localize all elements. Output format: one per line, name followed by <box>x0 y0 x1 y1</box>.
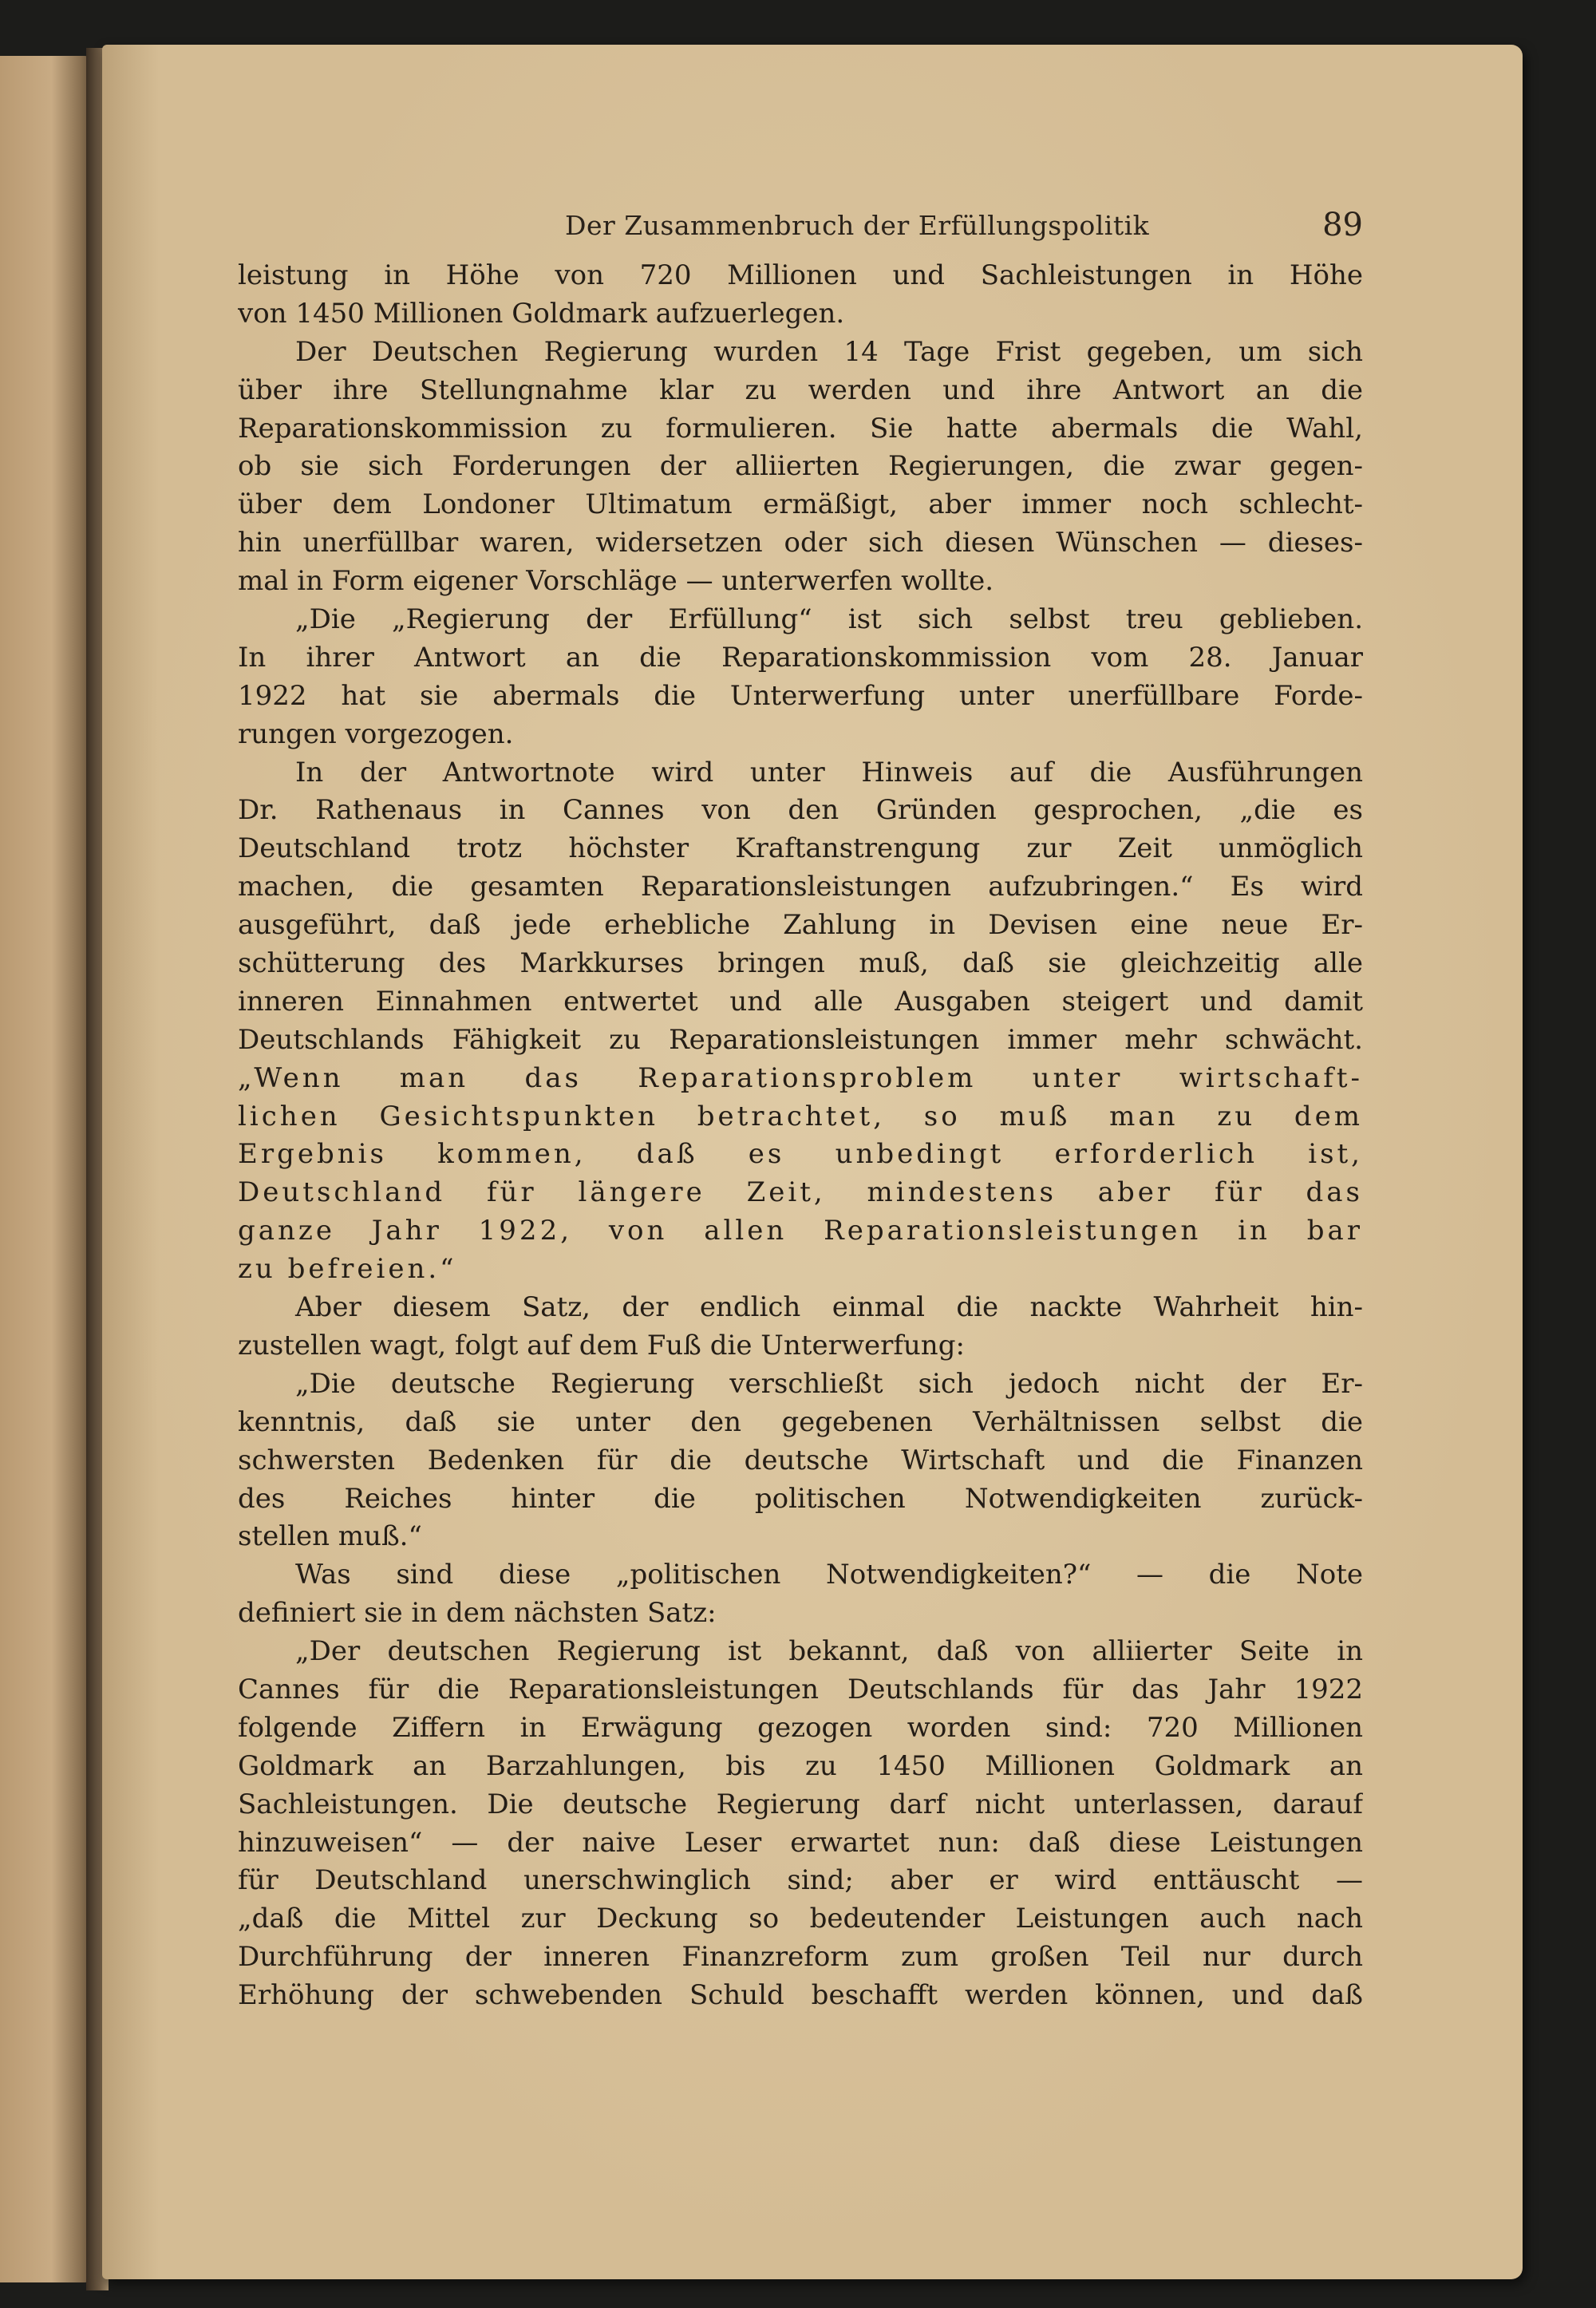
text-line: hin unerfüllbar waren, widersetzen oder sich diesen Wünschen — dieses- <box>238 527 1363 559</box>
text-line: definiert sie in dem nächsten Satz: <box>238 1597 717 1630</box>
text-line: 1922 hat sie abermals die Unterwerfung unter unerfüllbare Forde- <box>238 679 1363 712</box>
text-line: ob sie sich Forderungen der alliierten Regierungen, die zwar gegen- <box>238 450 1363 483</box>
text-line: „Die deutsche Regierung verschließt sich jedoch nicht der Er- <box>295 1367 1363 1400</box>
running-title: Der Zusammenbruch der Erfüllungspolitik <box>565 210 1150 241</box>
text-line: mal in Form eigener Vorschläge — unterwerfen wollte. <box>238 565 994 598</box>
text-line: Erhöhung der schwebenden Schuld beschafft werden können, und daß <box>238 1979 1363 2012</box>
page-number: 89 <box>1322 207 1363 243</box>
text-line: inneren Einnahmen entwertet und alle Ausgaben steigert und damit <box>238 985 1363 1018</box>
text-line: „Der deutschen Regierung ist bekannt, daß von alliierter Seite in <box>295 1635 1363 1668</box>
text-line: „Die „Regierung der Erfüllung“ ist sich selbst treu geblieben. <box>295 603 1363 636</box>
text-line: kenntnis, daß sie unter den gegebenen Verhältnissen selbst die <box>238 1405 1363 1438</box>
left-page-edge <box>0 56 94 2282</box>
text-line: folgende Ziffern in Erwägung gezogen worden sind: 720 Millionen <box>238 1711 1363 1744</box>
text-line: Sachleistungen. Die deutsche Regierung darf nicht unterlassen, darauf <box>238 1788 1363 1820</box>
text-line: „daß die Mittel zur Deckung so bedeutender Leistungen auch nach <box>238 1903 1363 1935</box>
text-line: Reparationskommission zu formulieren. Sie hatte abermals die Wahl, <box>238 412 1363 445</box>
text-line: schwersten Bedenken für die deutsche Wirtschaft und die Finanzen <box>238 1444 1363 1476</box>
text-line: für Deutschland unerschwinglich sind; aber er wird enttäuscht — <box>238 1864 1363 1897</box>
text-line: lichen Gesichtspunkten betrachtet, so muß man zu dem <box>238 1100 1363 1132</box>
body-text <box>238 257 1363 2015</box>
text-line: „Wenn man das Reparationsproblem unter wirtschaft- <box>238 1061 1363 1094</box>
text-line: Deutschland trotz höchster Kraftanstrengung zur Zeit unmöglich <box>238 832 1363 865</box>
text-line: Der Deutschen Regierung wurden 14 Tage Frist gegeben, um sich <box>295 335 1363 368</box>
text-line: rungen vorgezogen. <box>238 717 514 750</box>
text-line: Dr. Rathenaus in Cannes von den Gründen gesprochen, „die es <box>238 794 1363 827</box>
text-line: zustellen wagt, folgt auf dem Fuß die Unterwerfung: <box>238 1329 965 1361</box>
text-line: stellen muß.“ <box>238 1520 422 1553</box>
text-line: Deutschlands Fähigkeit zu Reparationsleistungen immer mehr schwächt. <box>238 1023 1363 1056</box>
text-line: des Reiches hinter die politischen Notwendigkeiten zurück- <box>238 1482 1363 1515</box>
running-head <box>238 207 1363 250</box>
text-line: Aber diesem Satz, der endlich einmal die nackte Wahrheit hin- <box>295 1291 1363 1324</box>
text-line: ausgeführt, daß jede erhebliche Zahlung in Devisen eine neue Er- <box>238 909 1363 942</box>
book-page <box>102 45 1523 2279</box>
text-line: hinzuweisen“ — der naive Leser erwartet nun: daß diese Leistungen <box>238 1826 1363 1859</box>
text-line: In ihrer Antwort an die Reparationskommission vom 28. Januar <box>238 641 1363 674</box>
text-line: Cannes für die Reparationsleistungen Deutschlands für das Jahr 1922 <box>238 1673 1363 1705</box>
text-line: von 1450 Millionen Goldmark aufzuerlegen. <box>238 297 845 330</box>
text-line: über dem Londoner Ultimatum ermäßigt, aber immer noch schlecht- <box>238 488 1363 521</box>
text-line: leistung in Höhe von 720 Millionen und Sachleistungen in Höhe <box>238 259 1363 291</box>
text-line: machen, die gesamten Reparationsleistungen aufzubringen.“ Es wird <box>238 871 1363 903</box>
text-line: Goldmark an Barzahlungen, bis zu 1450 Millionen Goldmark an <box>238 1749 1363 1782</box>
text-line: Was sind diese „politischen Notwendigkeiten?“ — die Note <box>295 1559 1363 1591</box>
text-line: Durchführung der inneren Finanzreform zum großen Teil nur durch <box>238 1941 1363 1974</box>
text-line: In der Antwortnote wird unter Hinweis auf die Ausführungen <box>295 756 1363 788</box>
text-line: schütterung des Markkurses bringen muß, daß sie gleichzeitig alle <box>238 947 1363 980</box>
text-line: über ihre Stellungnahme klar zu werden und ihre Antwort an die <box>238 373 1363 406</box>
text-line: Deutschland für längere Zeit, mindestens aber für das <box>238 1176 1363 1209</box>
text-line: Ergebnis kommen, daß es unbedingt erforderlich ist, <box>238 1138 1363 1171</box>
text-line: ganze Jahr 1922, von allen Reparationsleistungen in bar <box>238 1215 1363 1247</box>
text-line: zu befreien.“ <box>238 1253 457 1286</box>
